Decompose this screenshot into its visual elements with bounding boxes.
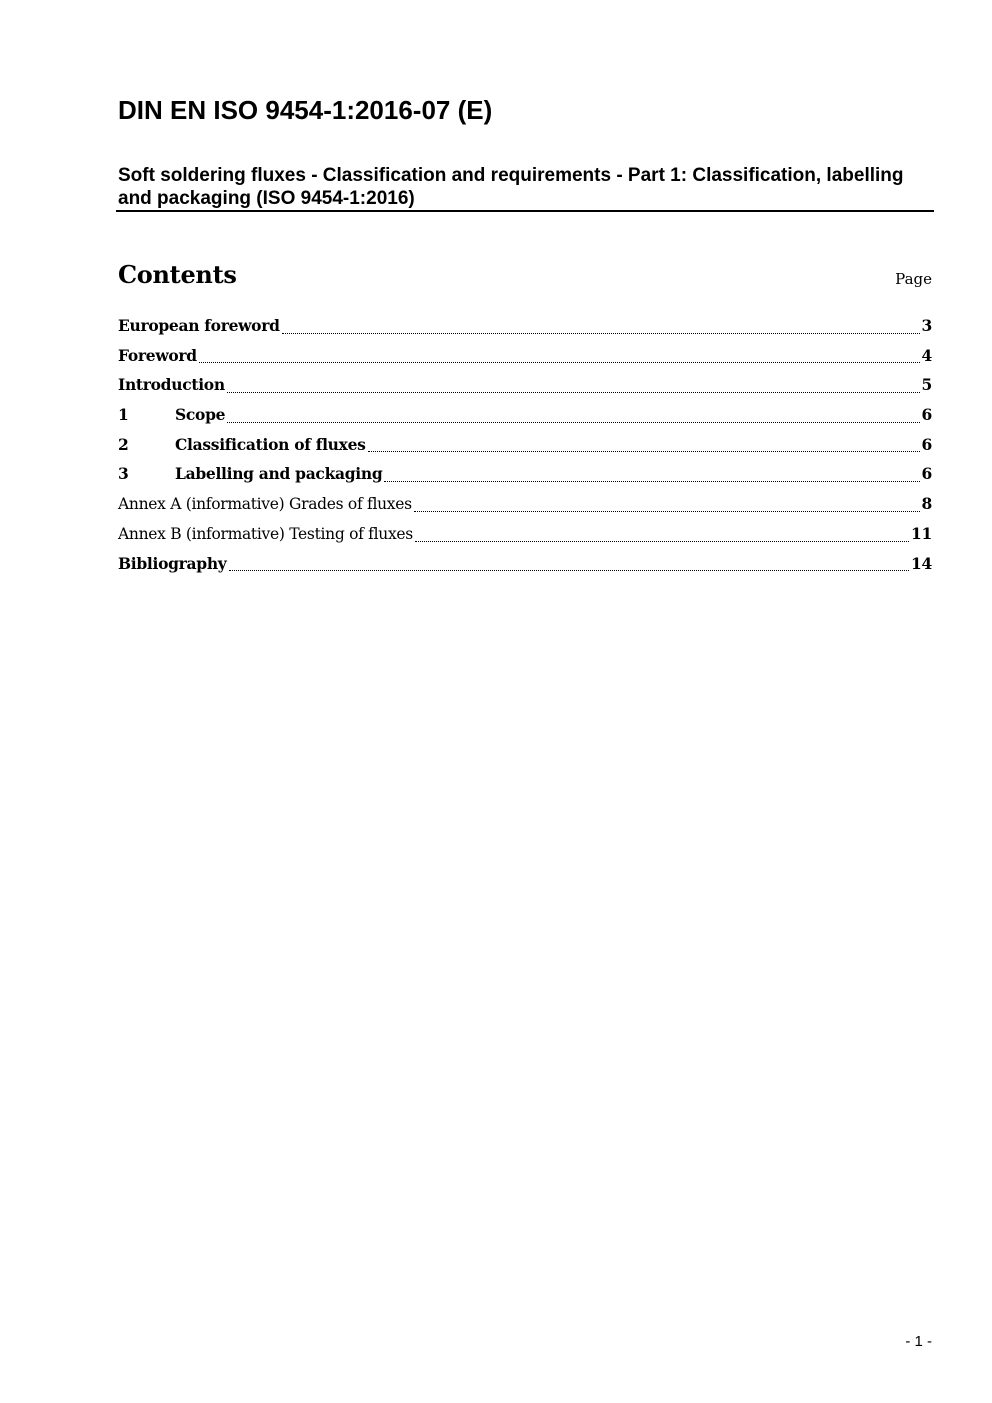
toc-entry-introduction[interactable] bbox=[118, 374, 932, 404]
toc-entry-text: Bibliography bbox=[118, 553, 227, 573]
page-number: - 1 - bbox=[905, 1333, 932, 1350]
toc-entry-page: 3 bbox=[921, 316, 932, 335]
toc-leader-dots bbox=[199, 362, 920, 363]
toc-entry-text: Classification of fluxes bbox=[175, 434, 366, 454]
toc-entry-text: Annex B (informative) Testing of fluxes bbox=[118, 524, 413, 543]
toc-entry-european-foreword[interactable] bbox=[118, 315, 932, 345]
toc-leader-dots bbox=[229, 570, 910, 571]
toc-entry-text: Foreword bbox=[118, 345, 197, 365]
table-of-contents bbox=[118, 315, 932, 582]
toc-entry-foreword[interactable] bbox=[118, 345, 932, 375]
toc-leader-dots bbox=[227, 392, 920, 393]
toc-entry-page: 6 bbox=[921, 405, 932, 425]
toc-entry-page: 5 bbox=[921, 375, 932, 395]
page-column-label: Page bbox=[895, 270, 932, 288]
toc-entry-page: 6 bbox=[921, 464, 932, 484]
toc-entry-page: 6 bbox=[921, 434, 932, 454]
toc-leader-dots bbox=[384, 481, 919, 482]
toc-entry-scope[interactable] bbox=[118, 404, 932, 434]
toc-entry-annex-b[interactable] bbox=[118, 523, 932, 553]
toc-leader-dots bbox=[282, 333, 920, 334]
toc-leader-dots bbox=[414, 511, 920, 512]
toc-entry-text: Scope bbox=[175, 405, 226, 425]
toc-entry-bibliography[interactable] bbox=[118, 553, 932, 583]
title-underline bbox=[116, 210, 934, 212]
contents-heading: Contents bbox=[118, 260, 237, 289]
toc-leader-dots bbox=[415, 541, 909, 542]
toc-entry-text: Introduction bbox=[118, 375, 225, 395]
document-id: DIN EN ISO 9454-1:2016-07 (E) bbox=[118, 95, 493, 125]
toc-entry-number: 2 bbox=[118, 434, 129, 454]
toc-entry-number: 1 bbox=[118, 405, 129, 425]
document-title: Soft soldering fluxes - Classification and requirements - Part 1: Classification, labelling and packaging (ISO 9454-1:2016) bbox=[118, 165, 904, 209]
toc-entry-text: Annex A (informative) Grades of fluxes bbox=[118, 495, 412, 514]
toc-entry-annex-a[interactable] bbox=[118, 493, 932, 523]
toc-entry-page: 11 bbox=[911, 523, 932, 543]
toc-entry-page: 8 bbox=[921, 494, 932, 514]
toc-leader-dots bbox=[227, 422, 919, 423]
toc-entry-text: European foreword bbox=[118, 316, 280, 335]
toc-entry-page: 14 bbox=[911, 553, 932, 573]
toc-leader-dots bbox=[368, 451, 920, 452]
toc-entry-number: 3 bbox=[118, 464, 129, 484]
toc-entry-text: Labelling and packaging bbox=[175, 464, 383, 484]
toc-entry-classification[interactable] bbox=[118, 434, 932, 464]
toc-entry-labelling[interactable] bbox=[118, 463, 932, 493]
toc-entry-page: 4 bbox=[921, 345, 932, 365]
